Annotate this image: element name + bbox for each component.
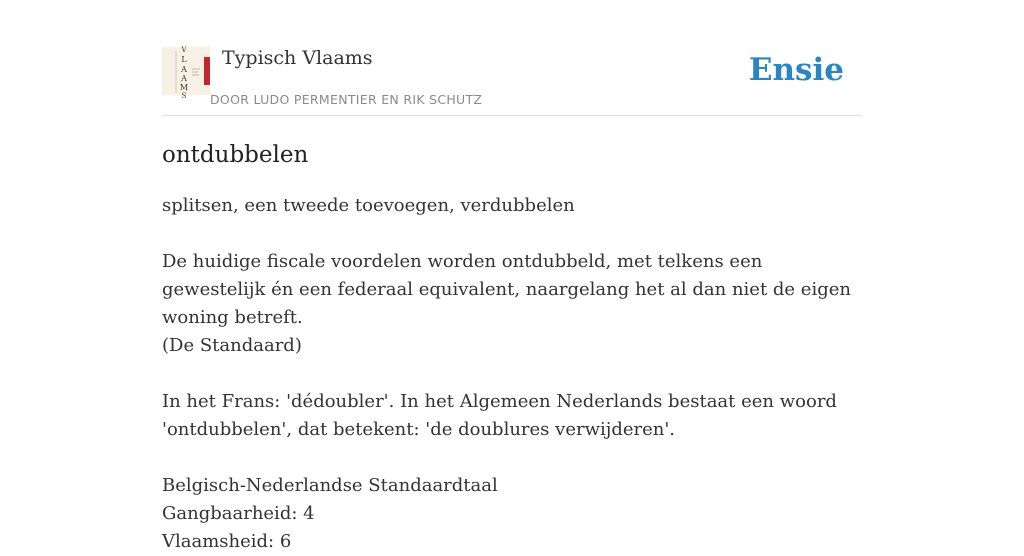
cover-letter: M (179, 83, 189, 92)
cover-letter: L (181, 55, 187, 64)
typisch-vlaams-book-cover-icon (162, 46, 210, 100)
ensie-logo-link[interactable]: Ensie (748, 52, 844, 88)
book-title[interactable]: Typisch Vlaams (222, 47, 373, 69)
cover-letter: A (181, 74, 187, 83)
entry-language-variant: Belgisch-Nederlandse Standaardtaal (162, 475, 498, 496)
entry-definition: splitsen, een tweede toevoegen, verdubbelen (162, 195, 575, 216)
entry-gangbaarheid: Gangbaarheid: 4 (162, 503, 315, 524)
cover-letter: S (181, 92, 187, 100)
page-header (162, 46, 862, 116)
entry-body (162, 192, 862, 556)
book-cover-avatar[interactable] (162, 46, 210, 100)
entry-example: De huidige fiscale voordelen worden ontdubbeld, met telkens een gewestelijk én een federaal equivalent, naargelang het al dan niet de eigen woning betreft. (162, 251, 851, 328)
cover-letter: V (181, 46, 187, 54)
book-authors: DOOR LUDO PERMENTIER EN RIK SCHUTZ (210, 92, 483, 107)
entry-note: In het Frans: 'dédoubler'. In het Algemeen Nederlands bestaat een woord 'ontdubbelen', dat betekent: 'de doublures verwijderen'. (162, 391, 837, 440)
entry-example-source: (De Standaard) (162, 335, 302, 356)
cover-letter: A (181, 65, 187, 74)
entry-vlaamsheid: Vlaamsheid: 6 (162, 531, 292, 552)
entry-headword: ontdubbelen (162, 142, 309, 168)
